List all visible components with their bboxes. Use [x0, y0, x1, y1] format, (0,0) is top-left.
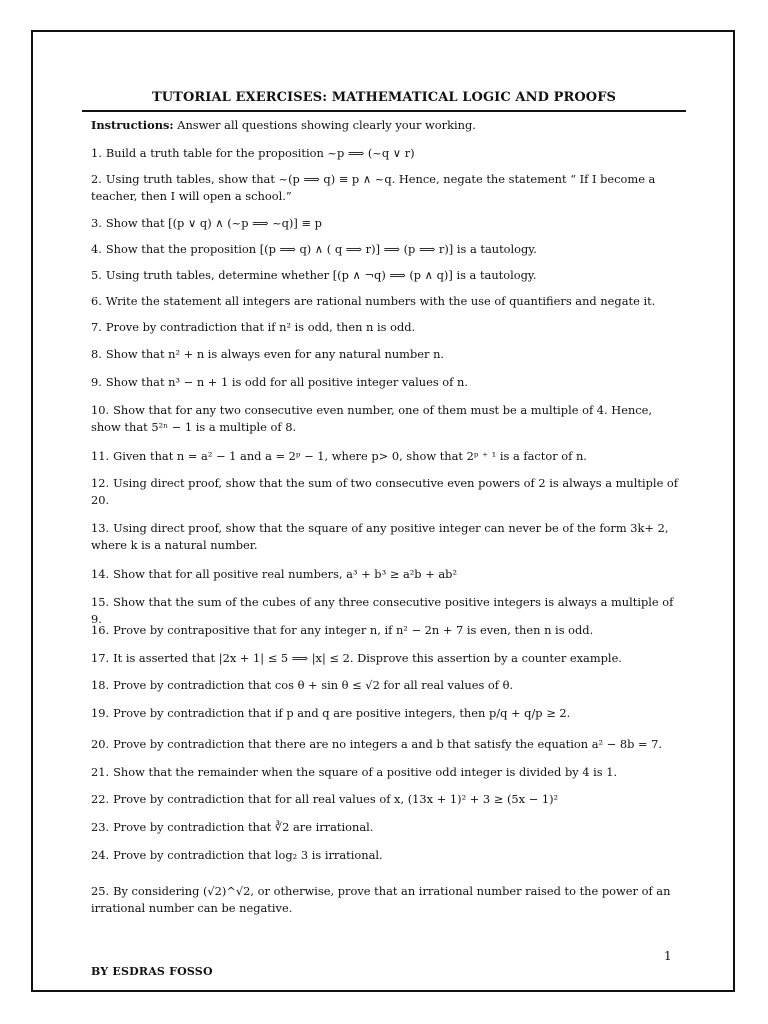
question-item: 4. Show that the proposition [(p ⟹ q) ∧ ( q ⟹ r)] ⟹ (p ⟹ r)] is a tautology.: [91, 242, 537, 256]
question-item: 12. Using direct proof, show that the sum of two consecutive even powers of 2 is always a multiple of 20.: [91, 476, 679, 507]
page-number: 1: [664, 949, 672, 963]
title-underline: [82, 110, 686, 112]
question-item: 25. By considering (√2)^√2, or otherwise, prove that an irrational number raised to the power of an irrational number can be negative.: [91, 884, 671, 915]
question-item: 22. Prove by contradiction that for all real values of x, (13x + 1)² + 3 ≥ (5x − 1)²: [91, 792, 559, 806]
question-item: 17. It is asserted that |2x + 1| ≤ 5 ⟹ |x| ≤ 2. Disprove this assertion by a counter example.: [91, 651, 622, 665]
question-item: 21. Show that the remainder when the square of a positive odd integer is divided by 4 is 1.: [91, 765, 618, 779]
instructions: [91, 117, 681, 133]
question-item: 23. Prove by contradiction that ∛2 are irrational.: [91, 820, 374, 834]
instructions-text: Answer all questions showing clearly your working.: [173, 118, 476, 132]
question-item: 5. Using truth tables, determine whether [(p ∧ ¬q) ⟹ (p ∧ q)] is a tautology.: [91, 268, 537, 282]
question-item: 6. Write the statement all integers are rational numbers with the use of quantifiers and negate it.: [91, 294, 656, 308]
question-item: 19. Prove by contradiction that if p and q are positive integers, then p/q + q/p ≥ 2.: [91, 706, 571, 720]
question-item: 15. Show that the sum of the cubes of any three consecutive positive integers is always a multiple of 9.: [91, 595, 674, 626]
question-item: 20. Prove by contradiction that there are no integers a and b that satisfy the equation a² − 8b = 7.: [91, 737, 663, 751]
footer-author: BY ESDRAS FOSSO: [91, 965, 213, 978]
question-item: 3. Show that [(p ∨ q) ∧ (~p ⟹ ~q)] ≡ p: [91, 216, 322, 230]
page-title: TUTORIAL EXERCISES: MATHEMATICAL LOGIC AND PROOFS: [151, 90, 617, 105]
question-item: 11. Given that n = a² − 1 and a = 2ᵖ − 1, where p> 0, show that 2ᵖ ⁺ ¹ is a factor of n.: [91, 449, 587, 463]
question-item: 8. Show that n² + n is always even for any natural number n.: [91, 347, 445, 361]
instructions-label: Instructions:: [91, 118, 174, 132]
question-item: 1. Build a truth table for the proposition ~p ⟹ (~q ∨ r): [91, 146, 415, 160]
question-item: 10. Show that for any two consecutive even number, one of them must be a multiple of 4. Hence, show that 5²ⁿ − 1 is a multiple of 8.: [91, 403, 653, 434]
question-item: 24. Prove by contradiction that log₂ 3 is irrational.: [91, 848, 383, 862]
question-item: 13. Using direct proof, show that the square of any positive integer can never be of the form 3k+ 2, where k is a natural number.: [91, 521, 669, 552]
question-item: 16. Prove by contrapositive that for any integer n, if n² − 2n + 7 is even, then n is odd.: [91, 623, 594, 637]
question-item: 7. Prove by contradiction that if n² is odd, then n is odd.: [91, 320, 416, 334]
question-item: 18. Prove by contradiction that cos θ + sin θ ≤ √2 for all real values of θ.: [91, 678, 514, 692]
question-item: 2. Using truth tables, show that ~(p ⟹ q) ≡ p ∧ ~q. Hence, negate the statement “ If I become a teacher, then I will open a school.”: [91, 172, 656, 203]
question-item: 9. Show that n³ − n + 1 is odd for all positive integer values of n.: [91, 375, 468, 389]
question-item: 14. Show that for all positive real numbers, a³ + b³ ≥ a²b + ab²: [91, 567, 458, 581]
